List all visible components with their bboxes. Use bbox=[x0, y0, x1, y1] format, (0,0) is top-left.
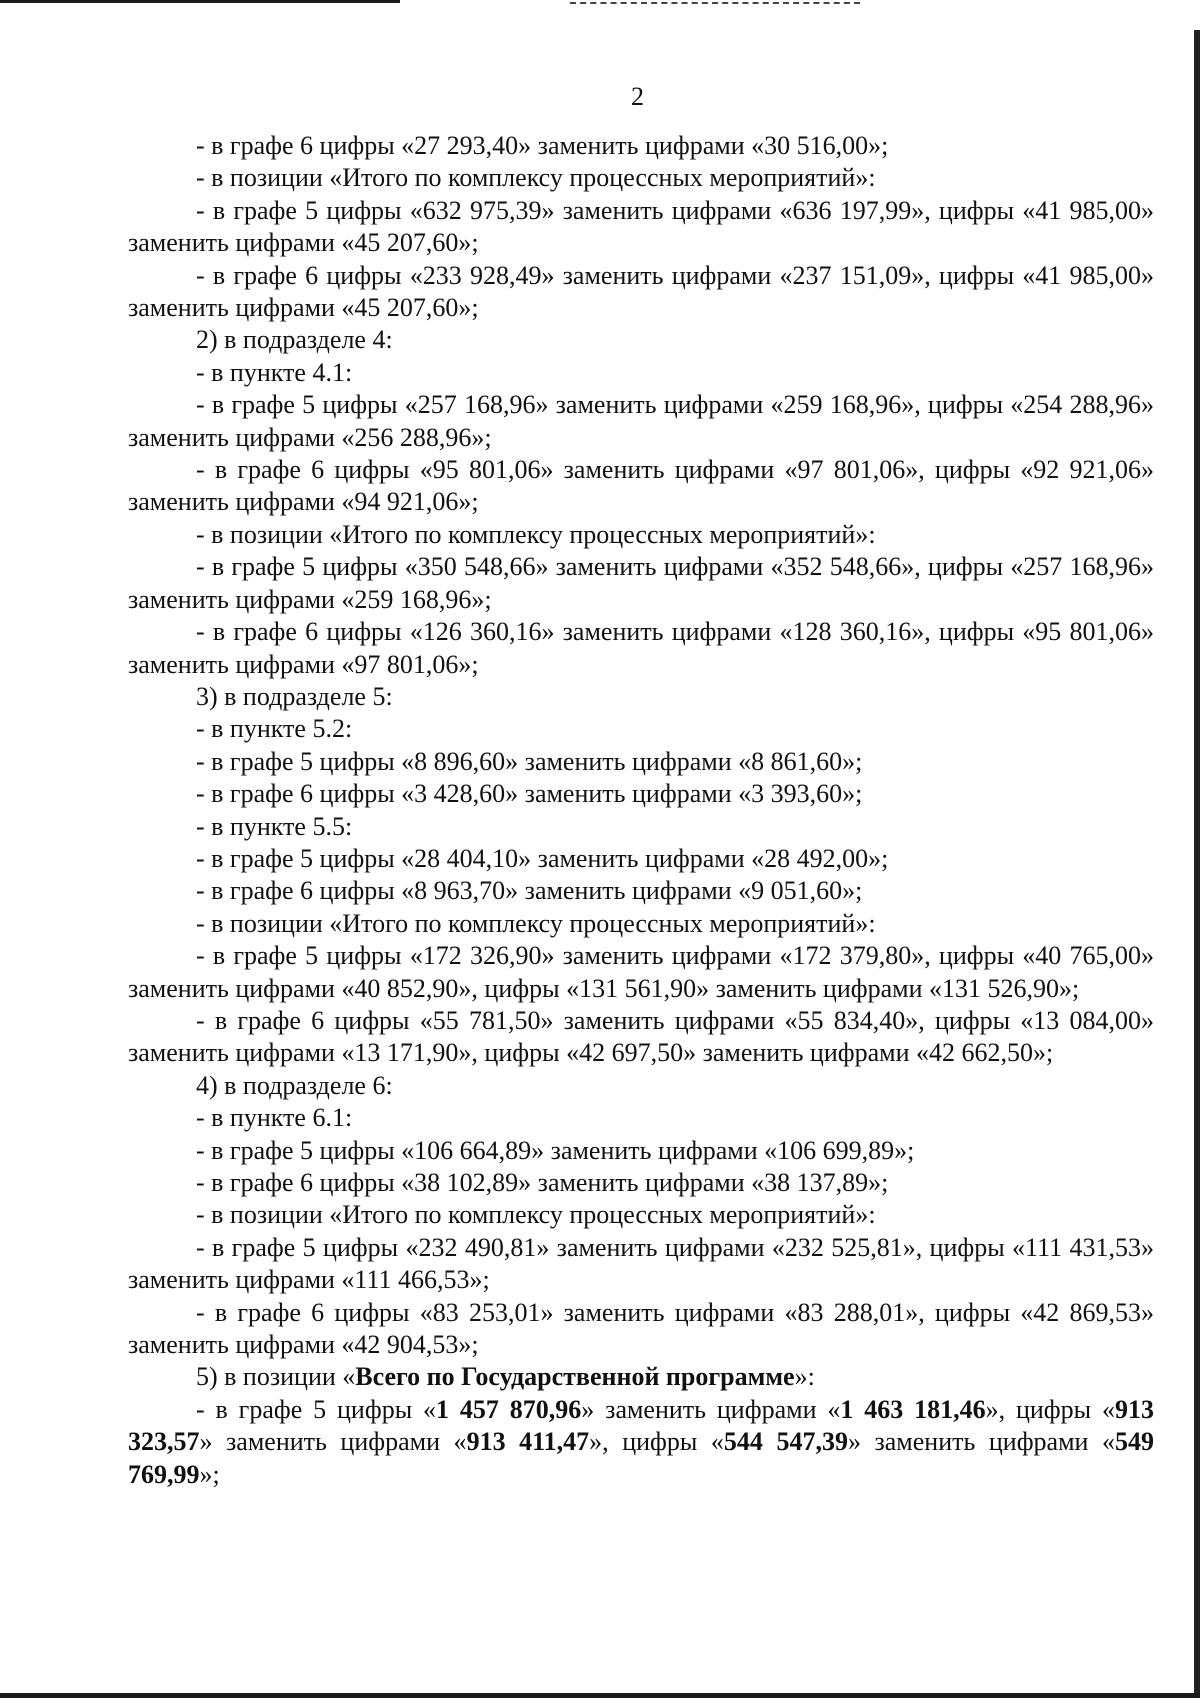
paragraph: - в графе 5 цифры «257 168,96» заменить цифрами «259 168,96», цифры «254 288,96» заменить цифрами «256 288,96»; bbox=[128, 390, 1154, 452]
paragraph: - в графе 5 цифры «106 664,89» заменить цифрами «106 699,89»; bbox=[196, 1135, 915, 1165]
scan-dash-top bbox=[570, 2, 860, 4]
paragraph: - в графе 5 цифры «632 975,39» заменить цифрами «636 197,99», цифры «41 985,00» заменить цифрами «45 207,60»; bbox=[128, 195, 1154, 258]
bold-value: 913 411,47 bbox=[466, 1427, 590, 1457]
paragraph: 4) в подразделе 6: bbox=[196, 1070, 393, 1100]
paragraph: - в пункте 5.5: bbox=[196, 811, 353, 841]
bold-value: 1 463 181,46 bbox=[840, 1394, 986, 1424]
paragraph: - в позиции «Итого по комплексу процессных мероприятий»: bbox=[196, 908, 876, 938]
text-run: » заменить цифрами « bbox=[199, 1427, 467, 1457]
paragraph: - в пункте 6.1: bbox=[196, 1103, 353, 1133]
paragraph: - в графе 5 цифры «28 404,10» заменить цифрами «28 492,00»; bbox=[196, 843, 889, 873]
paragraph: - в графе 5 цифры «8 896,60» заменить цифрами «8 861,60»; bbox=[196, 746, 863, 776]
bold-value: 544 547,39 bbox=[723, 1427, 848, 1457]
paragraph: - в позиции «Итого по комплексу процессных мероприятий»: bbox=[196, 163, 876, 193]
final-heading bbox=[128, 1361, 1154, 1393]
bold-value: 913 323,57 bbox=[128, 1394, 1155, 1457]
paragraph: - в пункте 4.1: bbox=[196, 357, 353, 387]
paragraph: - в графе 6 цифры «95 801,06» заменить цифрами «97 801,06», цифры «92 921,06» заменить цифрами «94 921,06»; bbox=[128, 455, 1154, 517]
paragraph: - в графе 6 цифры «55 781,50» заменить цифрами «55 834,40», цифры «13 084,00» заменить цифрами «13 171,90», цифры «42 697,50» заменить цифрами «42 662,50»; bbox=[128, 1005, 1154, 1068]
paragraph: - в графе 6 цифры «38 102,89» заменить цифрами «38 137,89»; bbox=[196, 1168, 889, 1197]
scan-edge-bottom bbox=[0, 1693, 1200, 1698]
paragraph: - в графе 6 цифры «8 963,70» заменить цифрами «9 051,60»; bbox=[196, 876, 863, 906]
text-run: » заменить цифрами « bbox=[581, 1394, 841, 1424]
document-body bbox=[128, 130, 1154, 1491]
paragraph: - в графе 5 цифры «172 326,90» заменить цифрами «172 379,80», цифры «40 765,00» заменить цифрами «40 852,90», цифры «131 561,90» заменить цифрами «131 526,90»; bbox=[128, 941, 1154, 1003]
paragraph: - в графе 6 цифры «233 928,49» заменить цифрами «237 151,09», цифры «41 985,00» заменить цифрами «45 207,60»; bbox=[128, 260, 1154, 323]
paragraph: 2) в подразделе 4: bbox=[196, 325, 393, 355]
text-run: », цифры « bbox=[589, 1427, 724, 1457]
text-run: 5) в позиции « bbox=[196, 1362, 356, 1392]
paragraph: - в графе 6 цифры «3 428,60» заменить цифрами «3 393,60»; bbox=[196, 779, 863, 809]
paragraph: - в графе 5 цифры «232 490,81» заменить цифрами «232 525,81», цифры «111 431,53» заменить цифрами «111 466,53»; bbox=[128, 1232, 1154, 1295]
paragraph: - в пункте 5.2: bbox=[196, 714, 353, 744]
text-run: », цифры « bbox=[985, 1394, 1116, 1424]
text-run: »: bbox=[794, 1362, 815, 1392]
final-item bbox=[128, 1394, 1154, 1491]
paragraph: - в позиции «Итого по комплексу процессных мероприятий»: bbox=[196, 519, 876, 549]
text-run: » заменить цифрами « bbox=[847, 1427, 1116, 1457]
paragraph: - в позиции «Итого по комплексу процессных мероприятий»: bbox=[196, 1200, 876, 1230]
scan-edge-right bbox=[1194, 30, 1200, 1698]
text-run: - в графе 5 цифры « bbox=[196, 1394, 437, 1424]
paragraph: 3) в подразделе 5: bbox=[196, 681, 393, 711]
paragraph: - в графе 5 цифры «350 548,66» заменить цифрами «352 548,66», цифры «257 168,96» заменить цифрами «259 168,96»; bbox=[128, 552, 1154, 614]
text-run: »; bbox=[199, 1459, 220, 1489]
paragraph: - в графе 6 цифры «27 293,40» заменить цифрами «30 516,00»; bbox=[196, 131, 889, 160]
paragraph: - в графе 6 цифры «83 253,01» заменить цифрами «83 288,01», цифры «42 869,53» заменить цифрами «42 904,53»; bbox=[128, 1297, 1154, 1360]
bold-value: 549 769,99 bbox=[128, 1427, 1155, 1489]
scan-edge-top bbox=[0, 0, 400, 3]
bold-run: Всего по Государственной программе bbox=[355, 1362, 795, 1392]
paragraph: - в графе 6 цифры «126 360,16» заменить цифрами «128 360,16», цифры «95 801,06» заменить цифрами «97 801,06»; bbox=[128, 617, 1154, 679]
page-number: 2 bbox=[631, 82, 644, 111]
bold-value: 1 457 870,96 bbox=[436, 1394, 582, 1424]
